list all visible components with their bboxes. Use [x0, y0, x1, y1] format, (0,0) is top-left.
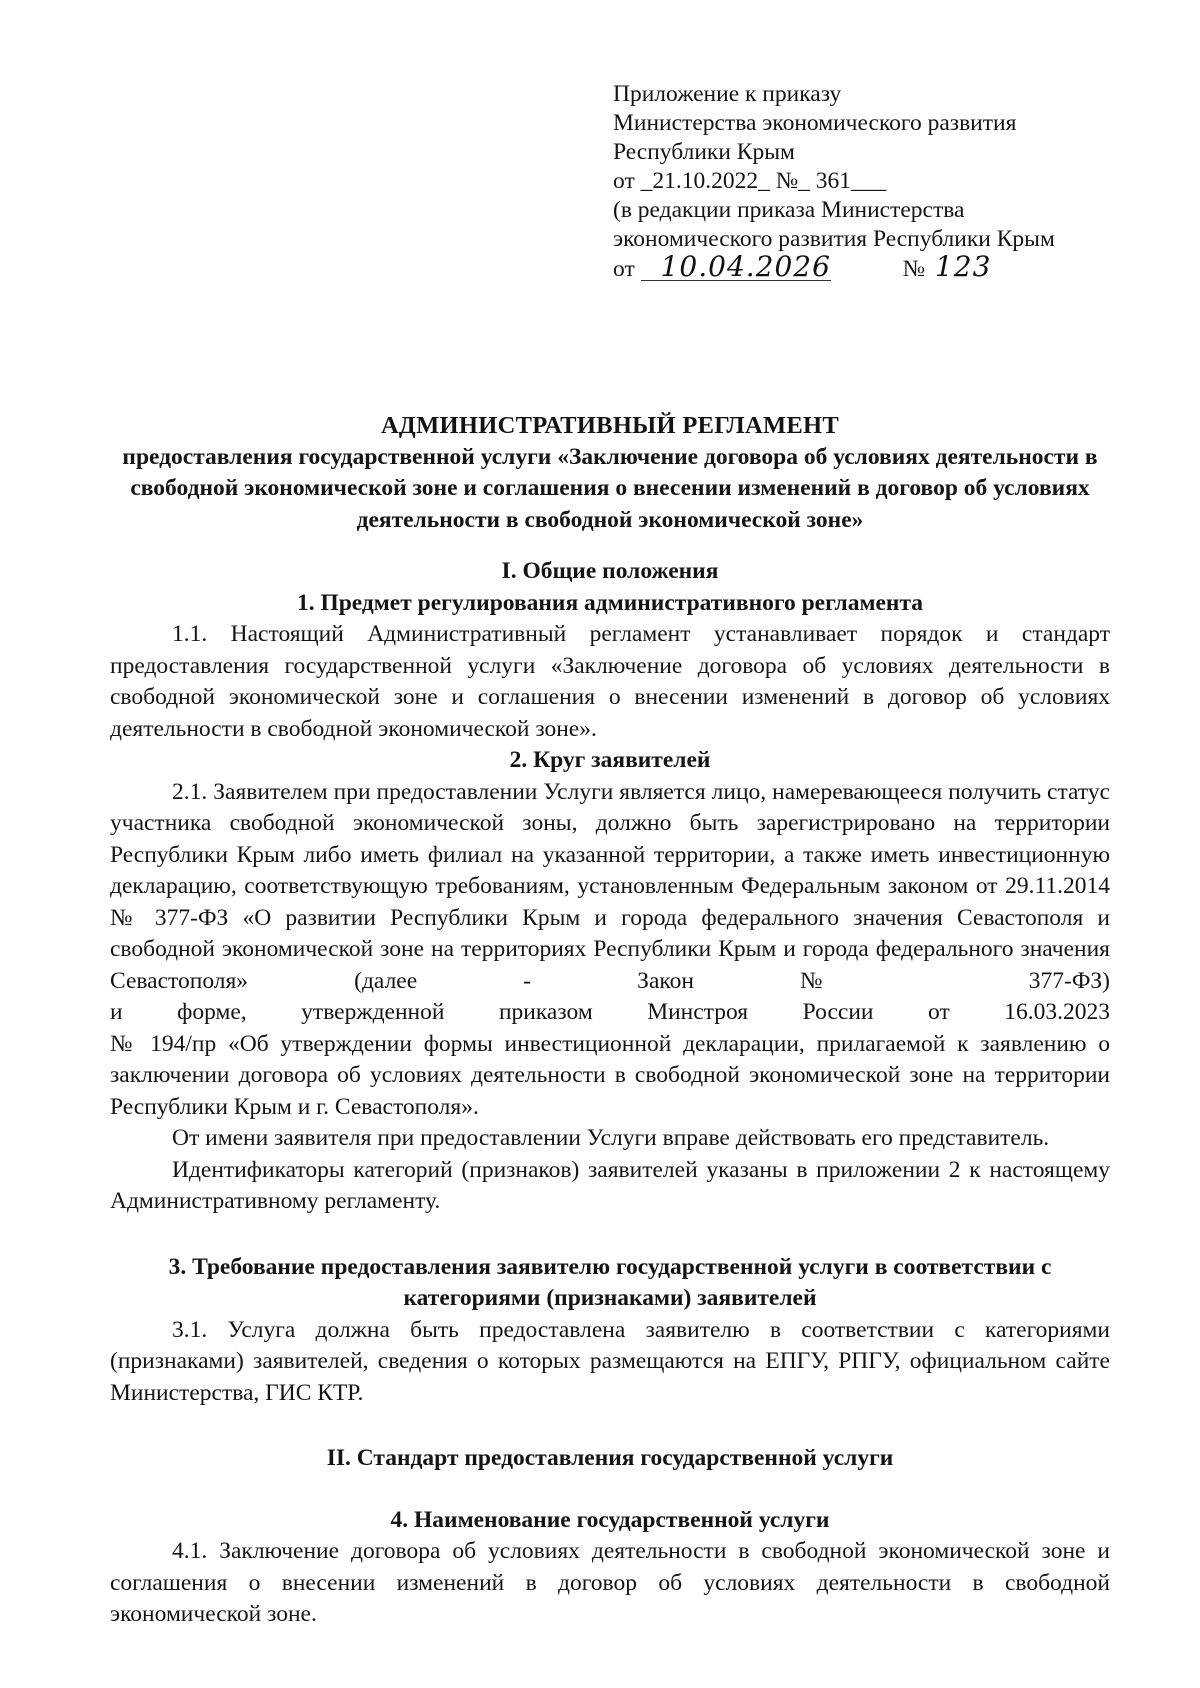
section-heading: II. Стандарт предоставления государственной услуги: [326, 1445, 894, 1471]
paragraph: 4.1. Заключение договора об условиях деятельности в свободной экономической зоне и соглашения о внесении изменений в договор об условиях деятельности в свободной экономической зоне.: [110, 1538, 1110, 1627]
document-body: [110, 410, 1110, 1631]
subsection-heading: 2. Круг заявителей: [509, 747, 711, 773]
handwritten-date: 10.04.2026: [641, 254, 831, 281]
document-title: АДМИНИСТРАТИВНЫЙ РЕГЛАМЕНТ: [380, 412, 840, 439]
header-line: Министерства экономического развития: [613, 110, 1017, 136]
section-heading: I. Общие положения: [501, 558, 719, 584]
paragraph: 3.1. Услуга должна быть предоставлена заявителю в соответствии с категориями (признаками) заявителей, сведения о которых размещаются на ЕПГУ, РПГУ, официальном сайте Министерства, ГИС КТР.: [110, 1316, 1110, 1406]
header-line: Приложение к приказу: [613, 81, 842, 107]
subsection-heading: 3. Требование предоставления заявителю государственной услуги в соответствии с категориями (признаками) заявителей: [168, 1253, 1052, 1311]
paragraph: 1.1. Настоящий Административный регламент устанавливает порядок и стандарт предоставления государственной услуги «Заключение договора об условиях деятельности в свободной экономической зоне и соглашения о внесении изменений в договор об условиях деятельности в свободной экономической зоне».: [110, 621, 1110, 742]
header-order-number: от _21.10.2022_ №_ 361___: [613, 168, 887, 194]
header-line: (в редакции приказа Министерства: [613, 197, 965, 223]
paragraph: № 194/пр «Об утверждении формы инвестиционной декларации, прилагаемой к заявлению о заключении договора об условиях деятельности в свободной экономической зоне на территории Республики Крым и г. Севастополя».: [110, 1030, 1110, 1120]
handwritten-number: 123: [934, 250, 992, 283]
header-revision-line: [613, 250, 1133, 284]
subsection-heading: 4. Наименование государственной услуги: [390, 1506, 830, 1533]
appendix-header: [613, 80, 1133, 284]
document-subtitle: предоставления государственной услуги «Заключение договора об условиях деятельности в свободной экономической зоне и соглашения о внесении изменений в договор об условиях деятельности в свободной экономической зоне»: [122, 443, 1098, 533]
number-label: №: [902, 256, 926, 282]
paragraph: Идентификаторы категорий (признаков) заявителей указаны в приложении 2 к настоящему Административному регламенту.: [110, 1156, 1110, 1214]
subsection-heading: 1. Предмет регулирования административного регламента: [296, 589, 924, 616]
header-line: Республики Крым: [613, 139, 795, 165]
from-label: от: [613, 256, 635, 282]
paragraph: От имени заявителя при предоставлении Услуги вправе действовать его представитель.: [172, 1125, 1050, 1151]
paragraph: 2.1. Заявителем при предоставлении Услуги является лицо, намеревающееся получить статус участника свободной экономической зоны, должно быть зарегистрировано на территории Республики Крым либо иметь филиал на указанной территории, а также иметь инвестиционную декларацию, соответствующую требованиям, установленным Федеральным законом от 29.11.2014 № 377-ФЗ «О развитии Республики Крым и города федерального значения Севастополя и свободной экономической зоне на территориях Республики Крым и города федерального значения Севастополя» (далее - Закон № 377-ФЗ): [110, 778, 1110, 994]
header-line: экономического развития Республики Крым: [613, 226, 1055, 252]
paragraph: и форме, утвержденной приказом Минстроя России от 16.03.2023: [110, 999, 1110, 1025]
